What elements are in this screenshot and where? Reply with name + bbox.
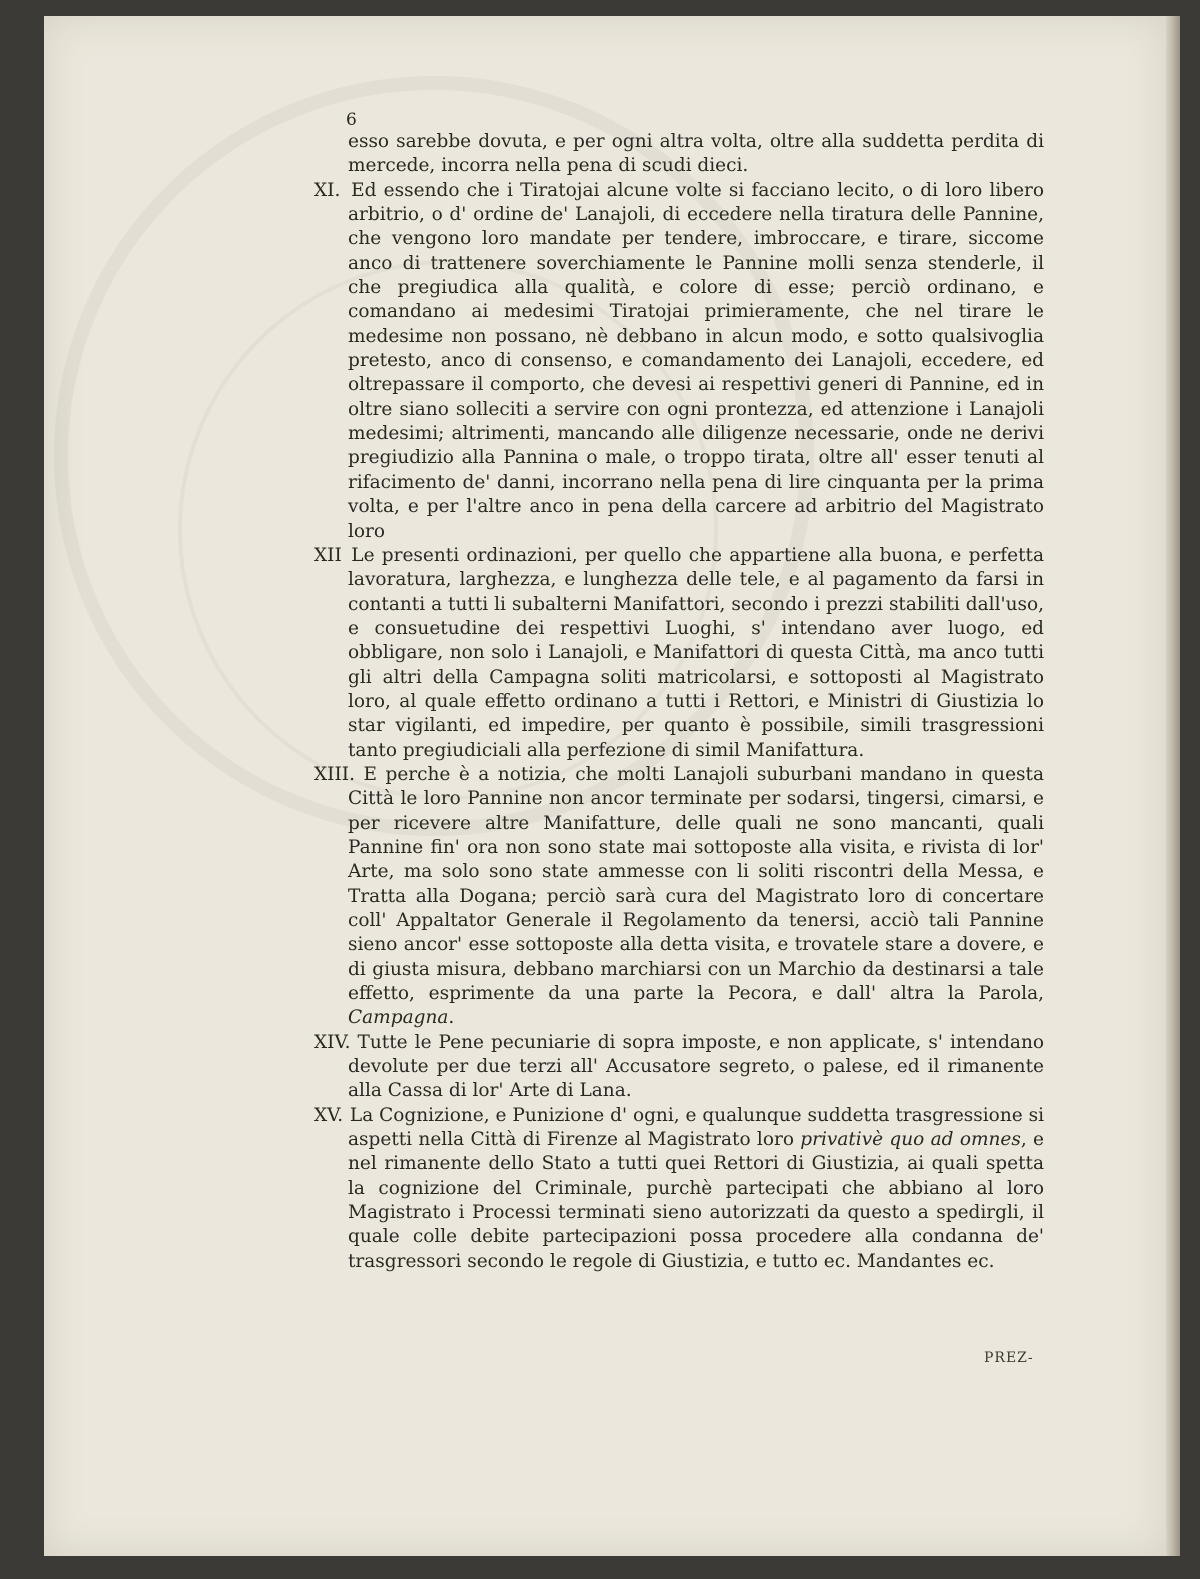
paragraph-numeral: XIV. — [314, 1031, 351, 1053]
paragraph-italic-text: Campagna — [348, 1007, 449, 1029]
body-text — [314, 130, 1044, 1274]
paragraph-text-after: . — [448, 1007, 455, 1029]
paragraph-xiii — [314, 763, 1044, 1031]
paragraph-numeral: XIII. — [314, 763, 355, 785]
paragraph-xi — [314, 179, 1044, 544]
paragraph-xv — [314, 1104, 1044, 1274]
paragraph-numeral: XI. — [314, 179, 341, 201]
catchword: PREZ- — [984, 1350, 1034, 1366]
paragraph-xii — [314, 544, 1044, 763]
paragraph-numeral: XV. — [314, 1104, 344, 1126]
paragraph-text: esso sarebbe dovuta, e per ogni altra volta, oltre alla suddetta perdita di mercede, incorra nella pena di scudi dieci. — [348, 131, 1044, 177]
page-number: 6 — [346, 110, 357, 130]
paragraph-text: Ed essendo che i Tiratojai alcune volte si facciano lecito, o di loro libero arbitrio, o d' ordine de' Lanajoli, di eccedere nella tiratura delle Pannine, che vengono loro mandate per tendere, imbroccare, e tirare, siccome anco di trattenere soverchiamente le Pannine molli senza stenderle, il che pregiudica alla qualità, e colore di esse; perciò ordinano, e comandano ai medesimi Tiratojai primieramente, che nel tirare le medesime non possano, nè debbano in alcun modo, e sotto qualsivoglia pretesto, anco di consenso, e comandamento dei Lanajoli, eccedere, ed oltrepassare il comporto, che devesi ai respettivi generi di Pannine, ed in oltre siano solleciti a servire con ogni prontezza, ed attenzione i Lanajoli medesimi; altrimenti, mancando alle diligenze necessarie, onde ne derivi pregiudizio alla Pannina o male, o troppo tirata, oltre all' esser tenuti al rifacimento de' danni, incorrano nella pena di lire cinquanta per la prima volta, e per l'altre anco in pena della carcere ad arbitrio del Magistrato loro — [348, 179, 1045, 542]
page-edge — [1166, 16, 1180, 1556]
paragraph-text: Tutte le Pene pecuniarie di sopra imposte, e non applicate, s' intendano devolute per due terzi all' Accusatore segreto, o palese, ed il rimanente alla Cassa di lor' Arte di Lana. — [348, 1031, 1044, 1102]
paragraph-text: Le presenti ordinazioni, per quello che appartiene alla buona, e perfetta lavoratura, larghezza, e lunghezza delle tele, e al pagamento da farsi in contanti a tutti li subalterni Manifattori, secondo i prezzi stabiliti dall'uso, e consuetudine dei respettivi Luoghi, s' intendano aver luogo, ed obbligare, non solo i Lanajoli, e Manifattori di questa Città, ma anco tutti gli altri della Campagna soliti matricolarsi, e sottoposti al Magistrato loro, al quale effetto ordinano a tutti i Rettori, e Ministri di Giustizia lo star vigilanti, ed impedire, per quanto è possibile, simili trasgressioni tanto pregiudiciali alla perfezione di simil Manifattura. — [348, 544, 1044, 761]
paragraph-text-after: , e nel rimanente dello Stato a tutti quei Rettori di Giustizia, ai quali spetta la cognizione del Criminale, purchè partecipati che abbiano al loro Magistrato i Processi terminati sieno autorizzati da questo a spedirgli, il quale colle debite partecipazioni possa procedere alla condanna de' trasgressori secondo le regole di Giustizia, e tutto ec. Mandantes ec. — [348, 1129, 1044, 1272]
paragraph-numeral: XII — [314, 544, 342, 566]
paragraph-text: E perche è a notizia, che molti Lanajoli suburbani mandano in questa Città le loro Pannine non ancor terminate per sodarsi, tingersi, cimarsi, e per ricevere altre Manifatture, delle quali ne sono mancanti, quali Pannine fin' ora non sono state mai sottoposte alla visita, e rivista di lor' Arte, ma solo sono state ammesse con li soliti riscontri della Messa, e Tratta alla Dogana; perciò sarà cura del Magistrato loro di concertare coll' Appaltator Generale il Regolamento da tenersi, acciò tali Pannine sieno ancor' esse sottoposte alla detta visita, e trovatele stare a dovere, e di giusta misura, debbano marchiarsi con un Marchio da destinarsi a tale effetto, esprimente da una parte la Pecora, e dall' altra la Parola, — [348, 763, 1044, 1005]
paragraph-text: La Cognizione, e Punizione d' ogni, e qualunque suddetta trasgressione si aspetti nella Città di Firenze al Magistrato loro — [348, 1104, 1044, 1151]
paragraph-continuation — [314, 130, 1044, 179]
paragraph-xiv — [314, 1031, 1044, 1104]
paragraph-italic-text: privativè quo ad omnes — [800, 1129, 1021, 1151]
